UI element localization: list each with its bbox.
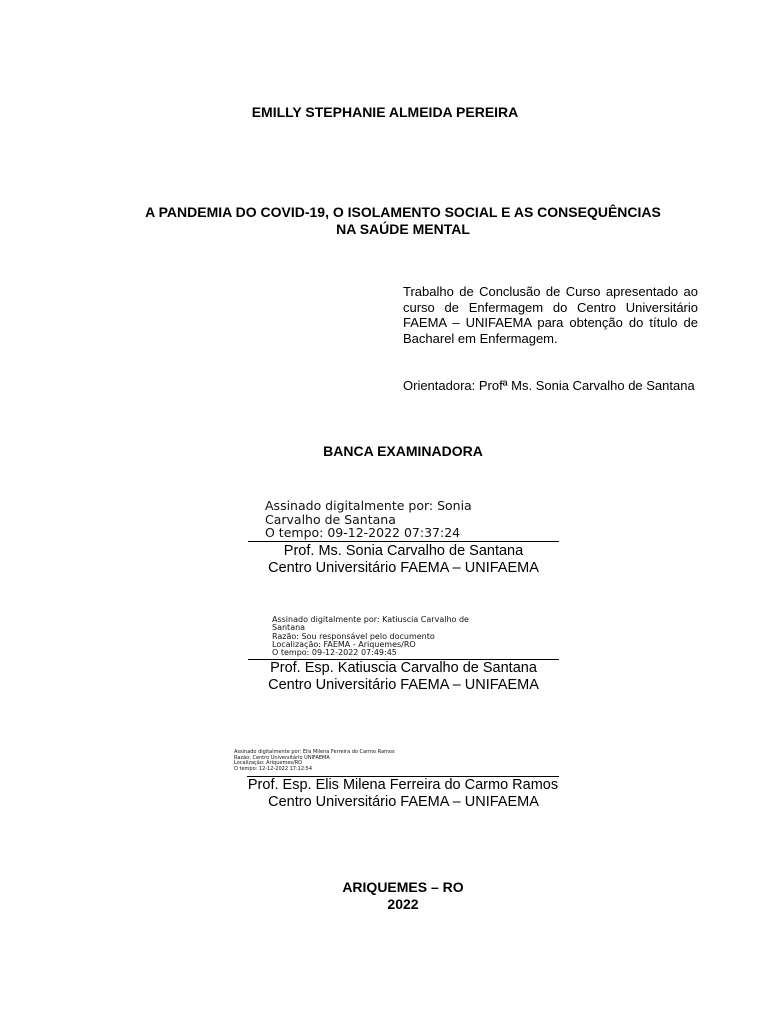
signature-line: Assinado digitalmente por: Katiuscia Carvalho de	[272, 615, 469, 624]
signature-line: Localização: Ariquemes/RO	[234, 760, 303, 767]
signature-line: Assinado digitalmente por: Sonia	[265, 498, 472, 513]
examiner-name: Prof. Esp. Elis Milena Ferreira do Carmo Ramos	[247, 777, 559, 793]
signature-line: Carvalho de Santana	[265, 511, 396, 527]
examiner-name: Prof. Ms. Sonia Carvalho de Santana	[283, 543, 524, 559]
thesis-description: Trabalho de Conclusão de Curso apresentado ao curso de Enfermagem do Centro Universitário FAEMA – UNIFAEMA para obtenção do título de Bacharel em Enfermagem.	[403, 284, 698, 346]
examiner-name: Prof. Esp. Katiuscia Carvalho de Santana	[270, 660, 537, 676]
signature-line: O tempo: 12-12-2022 17:12:54	[234, 765, 313, 772]
city-year	[0, 879, 770, 913]
signature-line: Assinado digitalmente por: Elis Milena Ferreira do Carmo Ramos	[234, 749, 395, 755]
signature-line: O tempo: 09-12-2022 07:37:24	[265, 525, 461, 540]
thesis-title-line-2: NA SAÚDE MENTAL	[336, 221, 470, 237]
signature-line: Razão: Centro Universitário UNIFAEMA	[234, 754, 330, 761]
signature-line: O tempo: 09-12-2022 07:49:45	[272, 648, 397, 658]
thesis-title	[90, 204, 716, 238]
author-name: EMILLY STEPHANIE ALMEIDA PEREIRA	[251, 104, 519, 120]
city: ARIQUEMES – RO	[342, 879, 464, 895]
signature-line: Razão: Sou responsável pelo documento	[272, 631, 435, 641]
examiner-institution: Centro Universitário FAEMA – UNIFAEMA	[268, 794, 539, 810]
signature-rule	[248, 541, 559, 542]
signature-line: Santana	[272, 623, 306, 633]
year: 2022	[387, 896, 419, 912]
digital-signature-stamp	[265, 499, 472, 540]
digital-signature-stamp	[234, 750, 395, 772]
examiner-institution: Centro Universitário FAEMA – UNIFAEMA	[268, 560, 539, 576]
advisor: Orientadora: Profª Ms. Sonia Carvalho de Santana	[403, 378, 695, 393]
examiner-institution: Centro Universitário FAEMA – UNIFAEMA	[268, 677, 539, 693]
digital-signature-stamp	[272, 616, 469, 657]
signature-line: Localização: FAEMA - Ariquemes/RO	[272, 639, 416, 649]
banca-title: BANCA EXAMINADORA	[323, 443, 483, 459]
thesis-title-line-1: A PANDEMIA DO COVID-19, O ISOLAMENTO SOCIAL E AS CONSEQUÊNCIAS	[145, 204, 661, 220]
